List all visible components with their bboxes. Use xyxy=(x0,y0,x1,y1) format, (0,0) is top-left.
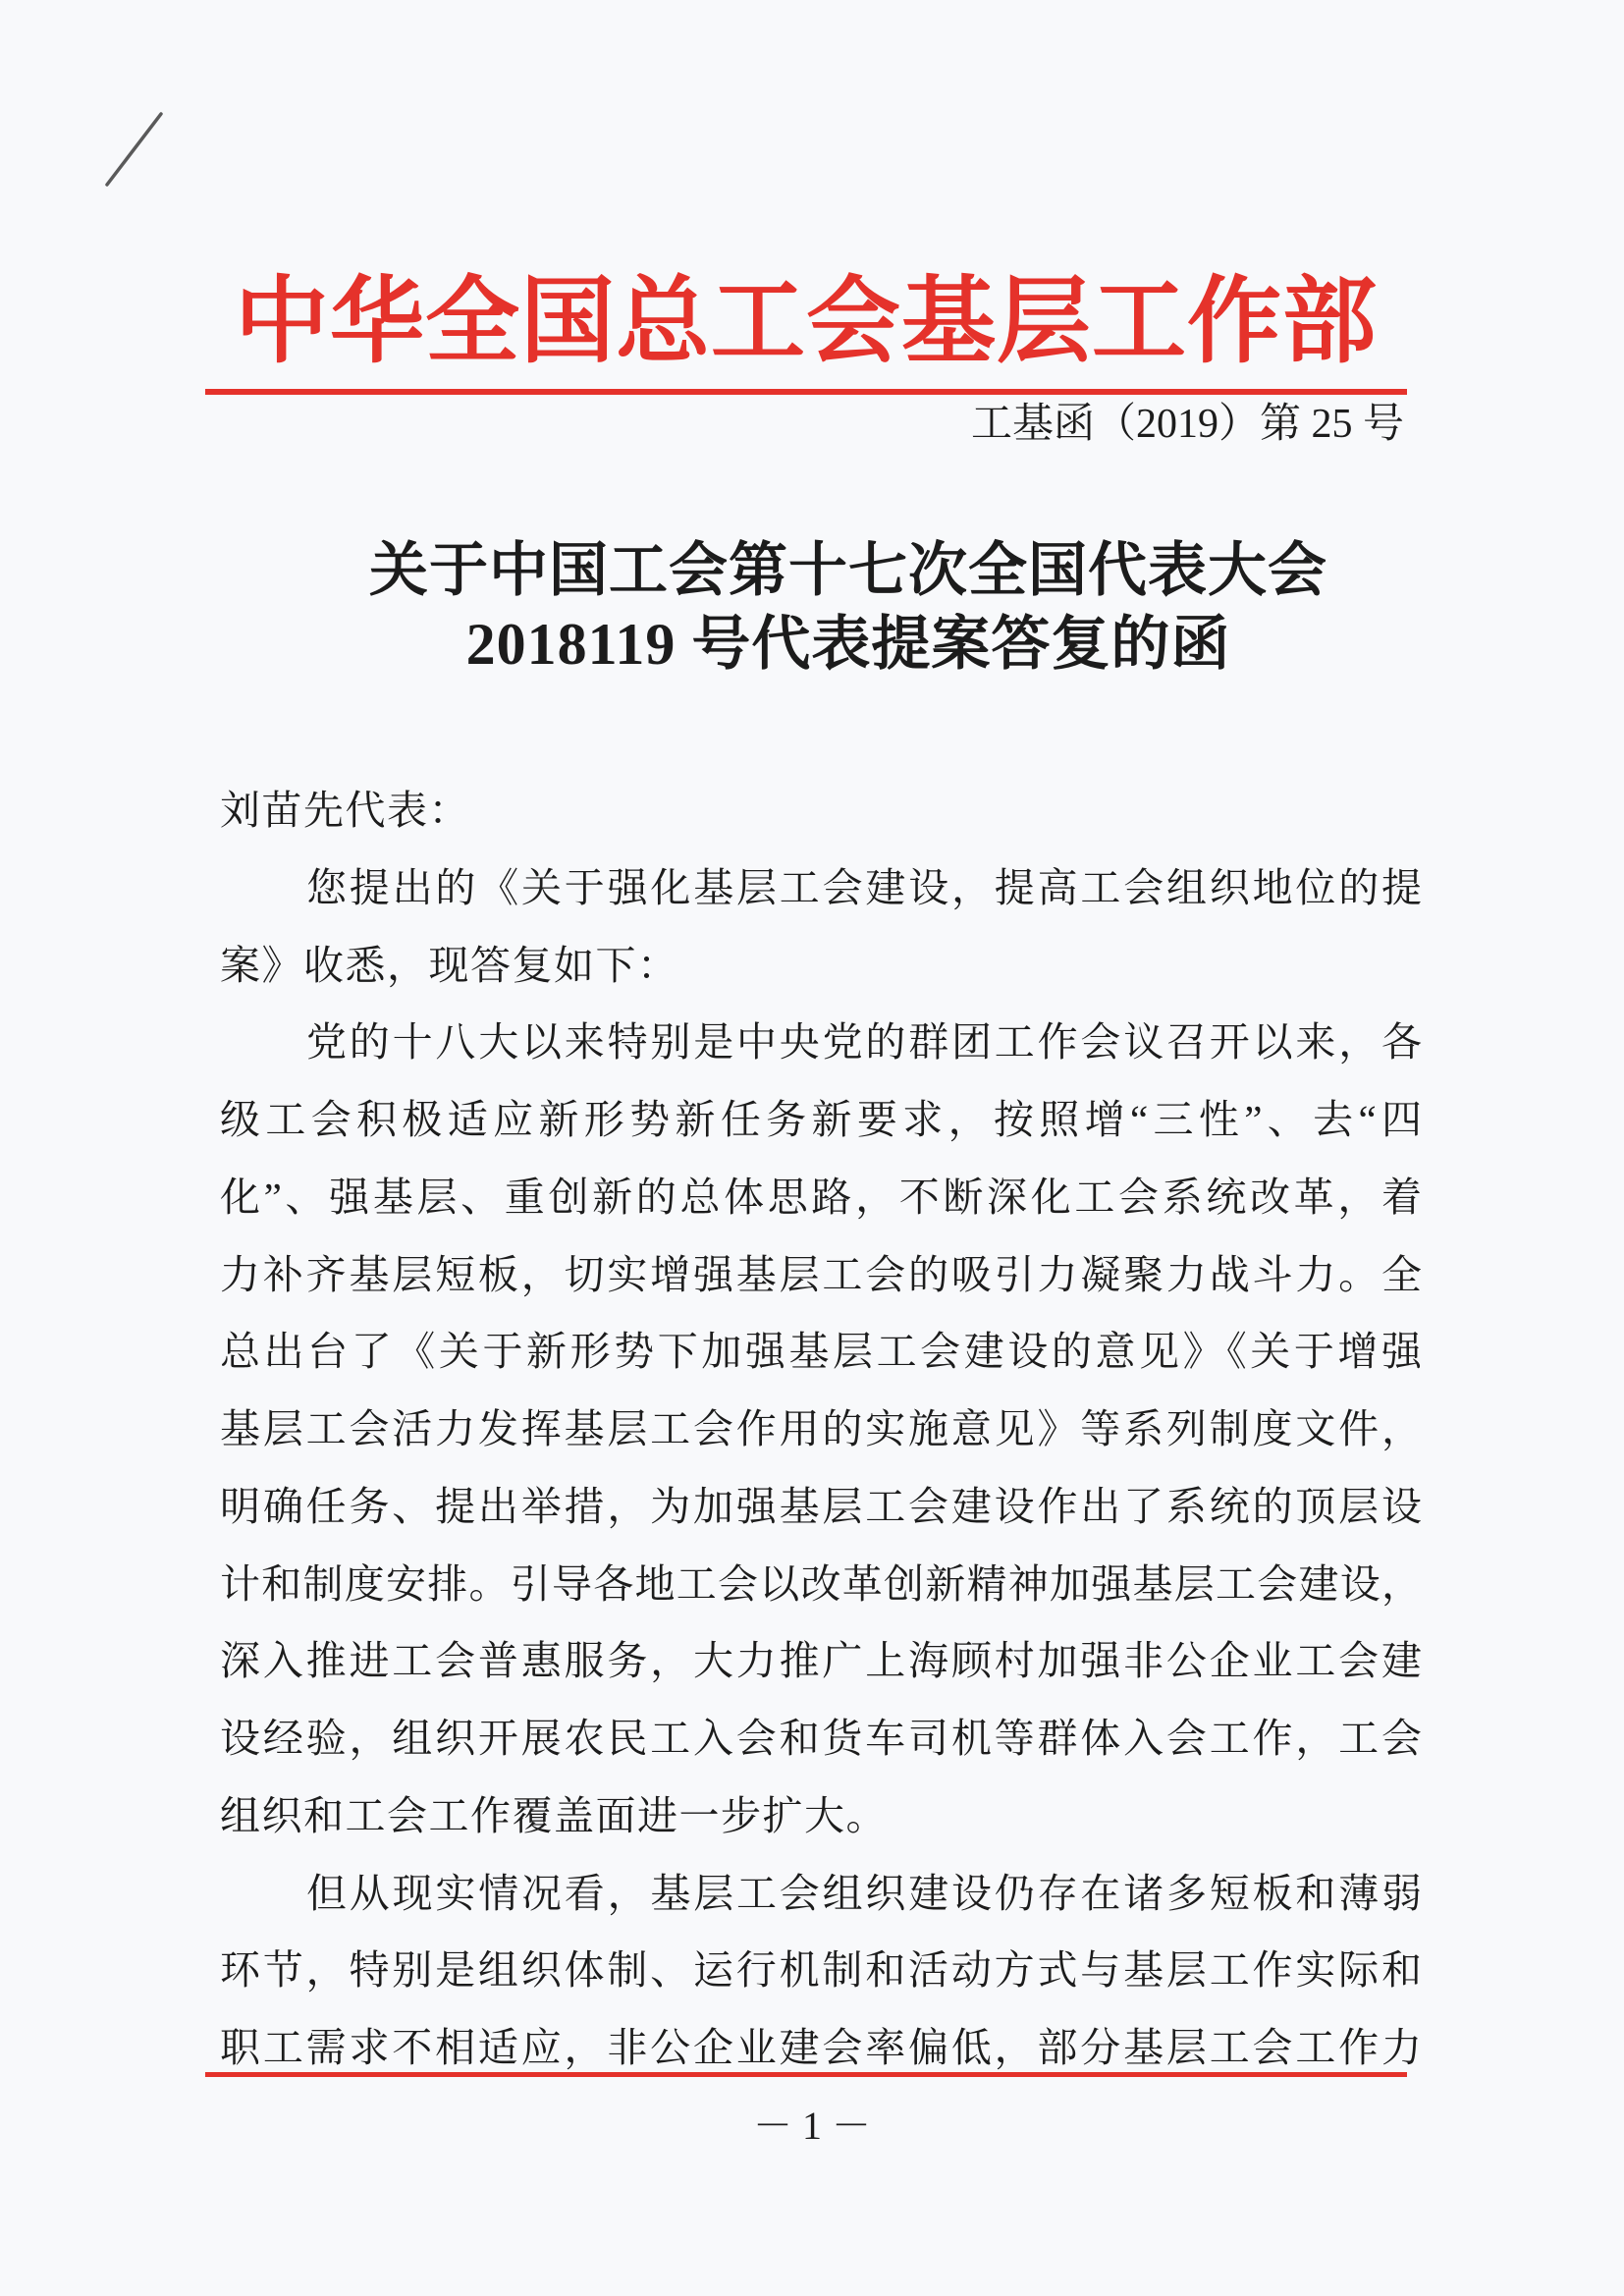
paragraph-1 xyxy=(220,849,1422,1005)
text-line: 计和制度安排。引导各地工会以改革创新精神加强基层工会建设， xyxy=(220,1560,1422,1607)
salutation: 刘苗先代表： xyxy=(220,788,470,833)
page-number: － 1 － xyxy=(753,2104,871,2148)
issuer-header: 中华全国总工会基层工作部 xyxy=(235,269,1378,374)
text-line: 深入推进工会普惠服务，大力推广上海顾村加强非公企业工会建 xyxy=(220,1638,1422,1684)
header-red-rule xyxy=(205,389,1407,395)
text-line: 党的十八大以来特别是中央党的群团工作会议召开以来，各 xyxy=(306,1019,1422,1066)
footer-red-rule xyxy=(205,2072,1407,2077)
text-line: 您提出的《关于强化基层工会建设，提高工会组织地位的提 xyxy=(306,864,1422,910)
title-line-1: 关于中国工会第十七次全国代表大会 xyxy=(369,538,1327,603)
text-line: 明确任务、提出举措，为加强基层工会建设作出了系统的顶层设 xyxy=(220,1483,1422,1529)
text-line: 但从现实情况看，基层工会组织建设仍存在诸多短板和薄弱 xyxy=(306,1870,1422,1916)
text-line: 职工需求不相适应，非公企业建会率偏低，部分基层工会工作力 xyxy=(220,2025,1422,2070)
text-line: 设经验，组织开展农民工入会和货车司机等群体入会工作，工会 xyxy=(220,1716,1422,1761)
pen-stroke-mark xyxy=(98,106,167,191)
text-line: 基层工会活力发挥基层工会作用的实施意见》等系列制度文件， xyxy=(220,1406,1422,1451)
paragraph-3 xyxy=(220,1855,1422,2087)
text-line: 组织和工会工作覆盖面进一步扩大。 xyxy=(220,1792,888,1838)
paragraph-2 xyxy=(220,1004,1422,1854)
text-line: 环节，特别是组织体制、运行机制和活动方式与基层工作实际和 xyxy=(220,1947,1422,1994)
text-line: 总出台了《关于新形势下加强基层工会建设的意见》《关于增强 xyxy=(220,1329,1422,1375)
title-line-2: 2018119 号代表提案答复的函 xyxy=(465,612,1231,677)
document-title xyxy=(275,534,1422,682)
text-line: 力补齐基层短板，切实增强基层工会的吸引力凝聚力战斗力。全 xyxy=(220,1251,1422,1297)
text-line: 案》收悉，现答复如下： xyxy=(220,942,679,988)
text-line: 级工会积极适应新形势新任务新要求，按照增“三性”、去“四 xyxy=(220,1097,1422,1142)
document-number: 工基函（2019）第 25 号 xyxy=(970,402,1404,447)
text-line: 化”、强基层、重创新的总体思路，不断深化工会系统改革，着 xyxy=(220,1174,1422,1220)
document-body xyxy=(220,772,1422,2087)
